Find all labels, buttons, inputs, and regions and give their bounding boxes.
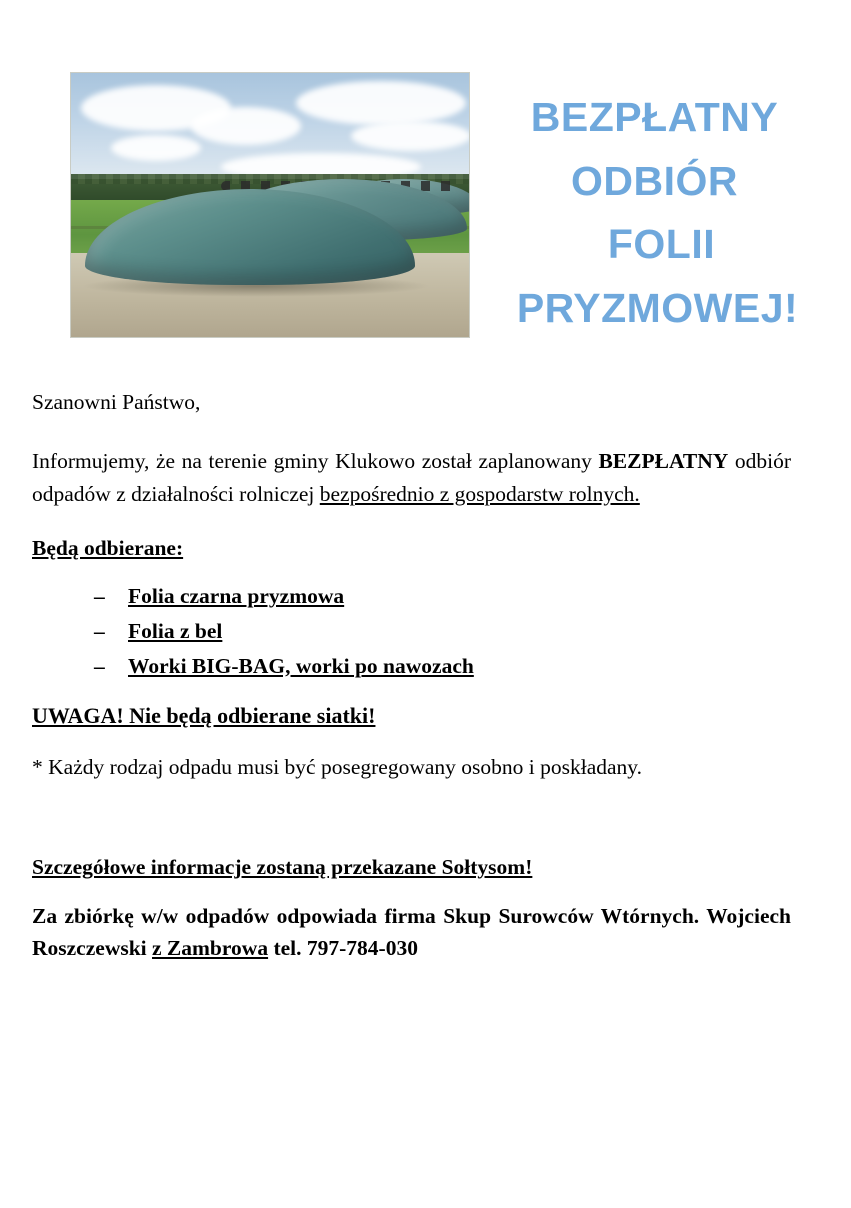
intro-part-1: Informujemy, że na terenie gminy Klukowo został zaplanowany — [32, 448, 599, 473]
list-item — [94, 649, 791, 684]
intro-bold: BEZPŁATNY — [598, 448, 729, 473]
title-line-2: ODBIÓR — [571, 157, 738, 204]
warning-text: UWAGA! Nie będą odbierane siatki! — [32, 703, 376, 729]
contact-part-1: Za zbiórkę w/w odpadów odpowiada firma Skup Surowców Wtórnych. Wojciech Roszczewski — [32, 904, 791, 961]
list-item-label: Worki BIG-BAG, worki po nawozach — [128, 653, 474, 678]
section-heading: Będą odbierane: — [32, 536, 184, 561]
poster-title — [470, 72, 821, 340]
info-heading: Szczegółowe informacje zostaną przekazane Sołtysom! — [32, 855, 533, 880]
note-text: * Każdy rodzaj odpadu musi być posegregowany osobno i poskładany. — [32, 754, 643, 779]
title-line-1: BEZPŁATNY — [530, 94, 779, 140]
contact-part-2: tel. 797-784-030 — [268, 936, 418, 961]
list-dash: – — [94, 618, 105, 643]
title-line-3: FOLII — [607, 221, 716, 268]
photo-cloud — [111, 135, 201, 161]
list-item-label: Folia czarna pryzmowa — [128, 583, 345, 608]
intro-part-2: odbiór odpadów z działalności rolniczej — [32, 448, 791, 506]
list-dash: – — [94, 653, 105, 678]
intro-paragraph — [32, 445, 791, 510]
waste-types-list — [32, 579, 791, 683]
vertical-spacer — [32, 801, 791, 851]
photo-cloud — [191, 107, 301, 145]
list-item — [94, 579, 791, 614]
contact-paragraph — [32, 900, 791, 965]
photo-cloud — [351, 121, 470, 151]
contact-underlined: z Zambrowa — [152, 936, 269, 961]
silage-pile-photo — [70, 72, 470, 338]
list-item — [94, 614, 791, 649]
greeting-text: Szanowni Państwo, — [32, 390, 201, 415]
poster-header — [0, 0, 851, 340]
list-dash: – — [94, 583, 105, 608]
title-line-4: PRYZMOWEJ! — [516, 284, 799, 331]
intro-underlined: bezpośrednio z gospodarstw rolnych. — [319, 481, 640, 506]
photo-cloud — [296, 81, 466, 125]
list-item-label: Folia z bel — [128, 618, 223, 643]
poster-body — [0, 340, 851, 964]
